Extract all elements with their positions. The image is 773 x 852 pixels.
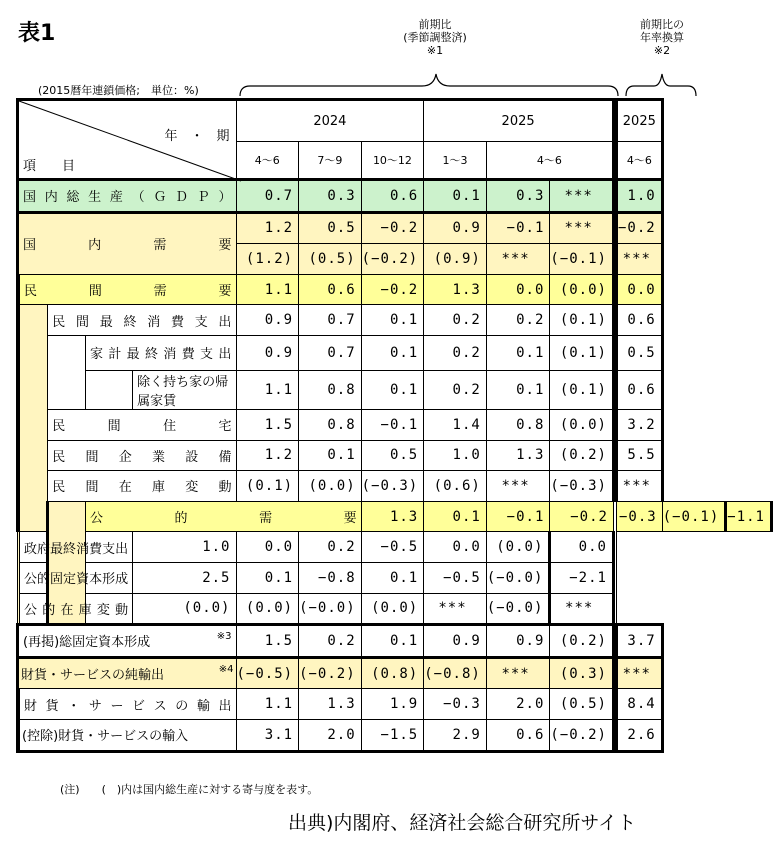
row-gross-fixed-capital (18, 625, 772, 658)
value-cell: 0.1 (299, 440, 362, 471)
value-cell: *** (424, 593, 487, 625)
value-cell: 0.0 (616, 274, 662, 305)
year-2025-annual: 2025 (616, 100, 662, 142)
value-cell: 1.9 (361, 689, 424, 720)
value-cell: 1.3 (299, 689, 362, 720)
row-label: 国 内 総 生 産 （ Ｇ Ｄ Ｐ ） (23, 190, 232, 206)
value-cell: *** (486, 244, 550, 275)
value-cell: (−0.3) (361, 471, 424, 502)
value-cell: 0.9 (236, 335, 299, 370)
value-cell: −0.1 (486, 501, 550, 532)
value-cell: −0.2 (361, 212, 424, 244)
value-cell: 0.5 (616, 335, 662, 370)
row-label: 民 間 需 要 (24, 284, 232, 300)
value-cell: 0.2 (424, 370, 487, 409)
table-footnote: (注) ( )内は国内総生産に対する寄与度を表す。 (60, 783, 319, 796)
value-cell: 1.0 (133, 532, 236, 563)
value-cell: (0.9) (424, 244, 487, 275)
value-cell: 2.9 (424, 719, 487, 751)
annual-line1: 前期比の (640, 18, 684, 31)
row-private-inventory (18, 471, 772, 502)
period-2025-q2-annual: 4～6 (616, 142, 662, 180)
value-cell: 0.1 (361, 305, 424, 336)
value-cell: 0.8 (299, 370, 362, 409)
row-imports (18, 719, 772, 751)
value-cell: −0.5 (361, 532, 424, 563)
value-cell: −0.5 (424, 562, 487, 593)
value-cell: −0.2 (616, 212, 662, 244)
value-cell: 0.7 (236, 180, 299, 213)
value-cell: 1.3 (361, 501, 424, 532)
year-2025: 2025 (424, 100, 614, 142)
value-cell: 1.1 (236, 689, 299, 720)
value-cell: 0.6 (361, 180, 424, 213)
value-cell: (−0.2) (299, 657, 362, 689)
value-cell: *** (550, 593, 614, 625)
qoq-line1: 前期比 (418, 18, 452, 31)
value-cell: 0.2 (486, 305, 550, 336)
value-cell: (0.3) (550, 657, 614, 689)
annual-line3: ※2 (653, 44, 671, 57)
value-cell: (0.0) (236, 593, 299, 625)
value-cell: 0.1 (361, 562, 424, 593)
value-cell: −2.1 (550, 562, 614, 593)
value-cell: (−0.2) (550, 719, 614, 751)
value-cell: 1.1 (236, 370, 299, 409)
row-public-inventory (18, 593, 772, 625)
value-cell: *** (486, 657, 550, 689)
value-cell: 0.2 (299, 625, 362, 658)
value-cell: 0.3 (299, 180, 362, 213)
value-cell: (0.0) (299, 471, 362, 502)
value-cell: −1.1 (726, 501, 772, 532)
footnote-mark: ※4 (218, 664, 234, 676)
value-cell: 8.4 (616, 689, 662, 720)
row-label: 民 間 在 庫 変 動 (52, 480, 232, 496)
value-cell: 0.9 (424, 212, 487, 244)
value-cell: (0.5) (299, 244, 362, 275)
value-cell: 0.9 (486, 625, 550, 658)
value-cell: 2.5 (133, 562, 236, 593)
row-label: 公 的 需 要 (89, 511, 357, 527)
value-cell: 0.3 (486, 180, 550, 213)
header-braces (236, 68, 700, 100)
value-cell: *** (616, 471, 662, 502)
value-cell: −0.2 (361, 274, 424, 305)
value-cell: *** (486, 471, 550, 502)
value-cell: *** (616, 244, 662, 275)
value-cell: (0.1) (550, 370, 614, 409)
value-cell: 1.0 (424, 440, 487, 471)
value-cell: 1.3 (486, 440, 550, 471)
header-row-years (18, 100, 772, 142)
row-label: 家 計 最 終 消 費 支 出 (89, 347, 232, 363)
value-cell: 0.5 (361, 440, 424, 471)
value-cell: 0.7 (299, 335, 362, 370)
value-cell: 0.9 (236, 305, 299, 336)
value-cell: 0.6 (616, 370, 662, 409)
row-label: 民 間 住 宅 (52, 419, 232, 435)
value-cell: 0.7 (299, 305, 362, 336)
value-cell: (0.0) (550, 274, 614, 305)
row-label: 民 間 企 業 設 備 (52, 449, 232, 465)
period-2025-q2: 4～6 (486, 142, 613, 180)
header-note-annual (624, 18, 700, 57)
row-excl-imputed-rent (18, 370, 772, 409)
value-cell: (0.8) (361, 657, 424, 689)
value-cell: 0.6 (616, 305, 662, 336)
row-label: 財貨・サービスの純輸出 (21, 668, 165, 684)
table-title: 表1 (18, 21, 56, 46)
value-cell: (0.2) (550, 625, 614, 658)
year-2024: 2024 (236, 100, 424, 142)
value-cell: (0.5) (550, 689, 614, 720)
value-cell: −1.5 (361, 719, 424, 751)
value-cell: 0.0 (424, 532, 487, 563)
value-cell: *** (616, 657, 662, 689)
value-cell: −0.1 (486, 212, 550, 244)
row-label: 公 的 在 庫 変 動 (24, 602, 129, 618)
value-cell: 1.5 (236, 409, 299, 440)
row-label: 政 府 最 終 消 費 支 出 (24, 541, 129, 557)
value-cell: 0.8 (486, 409, 550, 440)
value-cell: −0.2 (550, 501, 614, 532)
value-cell: −0.8 (299, 562, 362, 593)
value-cell: 0.1 (361, 625, 424, 658)
row-label: 国 内 需 要 (23, 238, 232, 254)
value-cell: (−0.0) (486, 562, 550, 593)
value-cell: 0.2 (424, 335, 487, 370)
value-cell: 0.0 (486, 274, 550, 305)
period-2024-q4: 10～12 (361, 142, 424, 180)
value-cell: 0.6 (299, 274, 362, 305)
value-cell: −0.1 (361, 409, 424, 440)
value-cell: (−0.0) (486, 593, 550, 625)
row-private-consumption (18, 305, 772, 336)
value-cell: (−0.0) (299, 593, 362, 625)
row-public-investment (18, 562, 772, 593)
value-cell: 2.6 (616, 719, 662, 751)
unit-note: (2015暦年連鎖価格; 単位：%) (38, 84, 199, 97)
value-cell: 0.1 (424, 501, 487, 532)
value-cell: (0.0) (361, 593, 424, 625)
corner-cell (18, 100, 237, 180)
value-cell: 3.2 (616, 409, 662, 440)
row-household-consumption (18, 335, 772, 370)
row-label: 公 的 固 定 資 本 形 成 (24, 572, 129, 588)
period-2024-q3: 7～9 (299, 142, 362, 180)
value-cell: 0.0 (550, 532, 614, 563)
value-cell: 1.4 (424, 409, 487, 440)
corner-top-label: 年 ・ 期 (164, 129, 230, 144)
value-cell: 1.2 (236, 440, 299, 471)
row-gov-consumption (18, 532, 772, 563)
value-cell: 0.1 (236, 562, 299, 593)
value-cell: (0.1) (236, 471, 299, 502)
value-cell: 3.1 (236, 719, 299, 751)
value-cell: 0.6 (486, 719, 550, 751)
qoq-line3: ※1 (426, 44, 444, 57)
value-cell: 0.1 (361, 335, 424, 370)
gdp-table (16, 98, 773, 753)
value-cell: (0.1) (550, 305, 614, 336)
value-cell: (−0.5) (236, 657, 299, 689)
qoq-line2: (季節調整済) (403, 31, 467, 44)
value-cell: (1.2) (236, 244, 299, 275)
row-exports (18, 689, 772, 720)
value-cell: 1.3 (424, 274, 487, 305)
value-cell: 0.2 (424, 305, 487, 336)
value-cell: (−0.8) (424, 657, 487, 689)
corner-bottom-label: 項 目 (23, 159, 76, 174)
value-cell: −0.3 (616, 501, 662, 532)
row-label: 民 間 最 終 消 費 支 出 (52, 314, 232, 330)
row-label: 財 貨 ・ サ ー ビ ス の 輸 出 (24, 698, 232, 714)
row-domestic-demand (18, 212, 772, 244)
value-cell: 0.1 (361, 370, 424, 409)
value-cell: 2.0 (486, 689, 550, 720)
footnote-mark: ※3 (216, 631, 232, 643)
value-cell: 0.2 (299, 532, 362, 563)
row-public-demand (18, 501, 772, 532)
value-cell: 0.5 (299, 212, 362, 244)
value-cell: (−0.1) (662, 501, 726, 532)
row-label: (控除)財貨・サービスの輸入 (22, 729, 189, 745)
value-cell: (−0.2) (361, 244, 424, 275)
value-cell: (0.2) (550, 440, 614, 471)
value-cell: 0.0 (236, 532, 299, 563)
value-cell: 1.2 (236, 212, 299, 244)
header-note-qoq (380, 18, 490, 57)
value-cell: (0.1) (550, 335, 614, 370)
source-credit: 出典)内閣府、経済社会総合研究所サイト (288, 812, 637, 834)
period-2025-q1: 1～3 (424, 142, 487, 180)
value-cell: *** (550, 180, 614, 213)
value-cell: (−0.3) (550, 471, 614, 502)
value-cell: (−0.1) (550, 244, 614, 275)
row-gdp (18, 180, 772, 213)
row-private-demand (18, 274, 772, 305)
value-cell: −0.3 (424, 689, 487, 720)
value-cell: 1.5 (236, 625, 299, 658)
value-cell: *** (550, 212, 614, 244)
value-cell: 0.1 (486, 370, 550, 409)
value-cell: 3.7 (616, 625, 662, 658)
row-label: 除く持ち家の帰属家賃 (137, 374, 229, 409)
value-cell: 0.9 (424, 625, 487, 658)
annual-line2: 年率換算 (640, 31, 684, 44)
value-cell: (0.6) (424, 471, 487, 502)
value-cell: (0.0) (133, 593, 236, 625)
value-cell: 0.1 (486, 335, 550, 370)
value-cell: 0.1 (424, 180, 487, 213)
period-2024-q2: 4～6 (236, 142, 299, 180)
value-cell: 1.0 (616, 180, 662, 213)
row-private-investment (18, 440, 772, 471)
value-cell: 2.0 (299, 719, 362, 751)
value-cell: (0.0) (550, 409, 614, 440)
value-cell: 0.8 (299, 409, 362, 440)
row-label: (再掲)総固定資本形成 (23, 635, 151, 651)
value-cell: 5.5 (616, 440, 662, 471)
value-cell: 1.1 (236, 274, 299, 305)
row-private-residential (18, 409, 772, 440)
row-net-exports (18, 657, 772, 689)
value-cell: (0.0) (486, 532, 550, 563)
